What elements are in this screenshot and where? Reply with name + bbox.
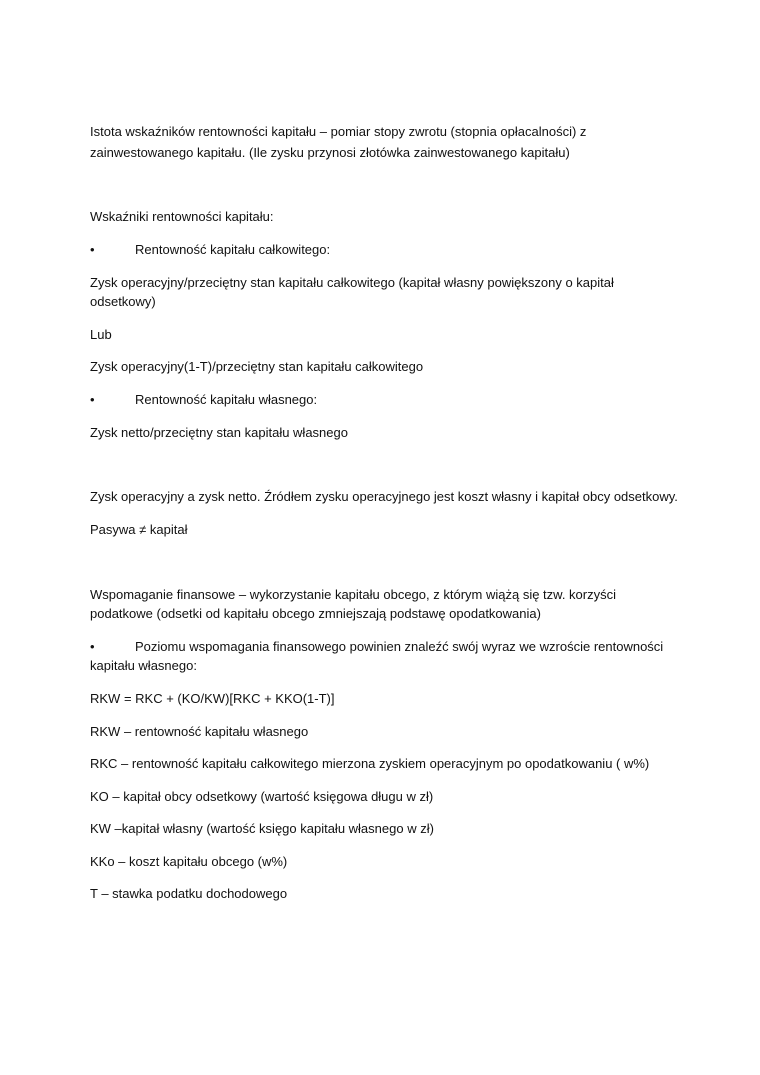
bullet-item-total-capital [90,240,690,259]
definition-ko: KO – kapitał obcy odsetkowy (wartość księgowa długu w zł) [90,789,434,804]
definition-t: T – stawka podatku dochodowego [90,886,288,901]
bullet-symbol: • [90,639,95,654]
intro-line-2: zainwestowanego kapitału. (Ile zysku przynosi złotówka zainwestowanego kapitału) [90,145,570,160]
bullet-item-leverage [90,637,690,656]
intro-line-1: Istota wskaźników rentowności kapitału – pomiar stopy zwrotu (stopnia opłacalności) z [90,124,587,139]
definition-rkw: RKW – rentowność kapitału własnego [90,724,309,739]
leverage-line-1: Wspomaganie finansowe – wykorzystanie kapitału obcego, z którym wiążą się tzw. korzyści [90,587,616,602]
bullet-text: Rentowność kapitału własnego: [135,392,318,407]
bullet-text: Rentowność kapitału całkowitego: [135,242,331,257]
formula-total-line-2: odsetkowy) [90,294,156,309]
profit-note: Zysk operacyjny a zysk netto. Źródłem zysku operacyjnego jest koszt własny i kapitał obcy odsetkowy. [90,489,678,504]
leverage-line-2: podatkowe (odsetki od kapitału obcego zmniejszają podstawę opodatkowania) [90,606,541,621]
bullet-text: Poziomu wspomagania finansowego powinien znaleźć swój wyraz we wzroście rentowności [135,639,664,654]
bullet-symbol: • [90,392,95,407]
formula-rkw: RKW = RKC + (KO/KW)[RKC + KKO(1-T)] [90,691,335,706]
formula-equity: Zysk netto/przeciętny stan kapitału własnego [90,425,348,440]
or-word: Lub [90,327,112,342]
indicators-heading: Wskaźniki rentowności kapitału: [90,209,274,224]
liabilities-note: Pasywa ≠ kapitał [90,522,188,537]
definition-rkc: RKC – rentowność kapitału całkowitego mierzona zyskiem operacyjnym po opodatkowaniu ( w%) [90,756,650,771]
bullet-symbol: • [90,242,95,257]
formula-total-alt: Zysk operacyjny(1-T)/przeciętny stan kapitału całkowitego [90,359,424,374]
bullet-leverage-line-2: kapitału własnego: [90,658,197,673]
bullet-item-equity [90,390,690,409]
formula-total-line-1: Zysk operacyjny/przeciętny stan kapitału całkowitego (kapitał własny powiększony o kapitał [90,275,614,290]
definition-kw: KW –kapitał własny (wartość księgo kapitału własnego w zł) [90,821,434,836]
definition-kko: KKo – koszt kapitału obcego (w%) [90,854,288,869]
